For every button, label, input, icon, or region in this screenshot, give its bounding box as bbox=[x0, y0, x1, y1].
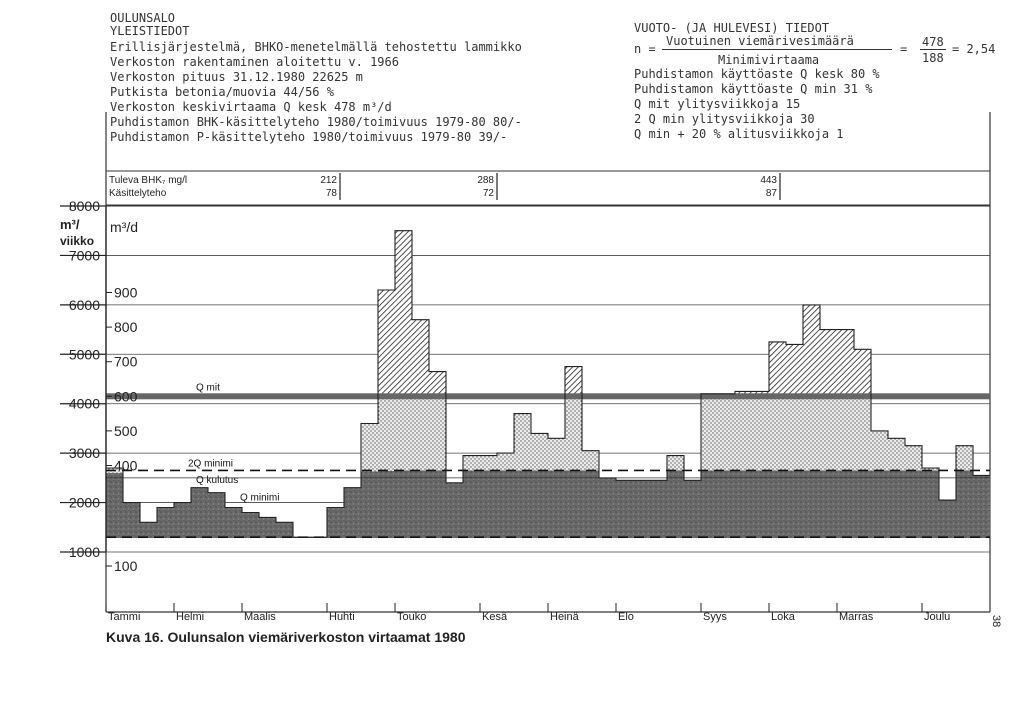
leakage-bar bbox=[548, 438, 565, 470]
right-axis-tick-label: 700 bbox=[114, 353, 138, 370]
leakage-bar bbox=[565, 396, 582, 470]
annotation-label-teho: Käsittelyteho bbox=[109, 188, 167, 199]
general-info-line: Putkista betonia/muovia 44/56 % bbox=[110, 85, 334, 99]
consumption-bar bbox=[905, 470, 922, 538]
consumption-bar bbox=[242, 512, 259, 538]
consumption-bar bbox=[854, 470, 871, 538]
consumption-bar bbox=[701, 470, 718, 538]
leakage-bar bbox=[480, 456, 497, 471]
leakage-bar bbox=[412, 396, 429, 470]
chart-caption: Kuva 16. Oulunsalon viemäriverkoston virtaamat 1980 bbox=[106, 629, 466, 645]
overflow-bar bbox=[803, 305, 820, 396]
leakage-line: Q mit ylitysviikkoja 15 bbox=[634, 97, 801, 111]
left-axis-tick-label: 8000 bbox=[68, 198, 100, 214]
leakage-bar bbox=[888, 438, 905, 470]
month-label: Tammi bbox=[108, 611, 141, 623]
consumption-bar bbox=[259, 517, 276, 538]
left-axis-tick-label: 5000 bbox=[68, 346, 100, 363]
consumption-bar bbox=[225, 508, 242, 538]
general-info-line: Verkoston pituus 31.12.1980 22625 m bbox=[110, 70, 363, 84]
consumption-bar bbox=[837, 470, 854, 538]
consumption-bar bbox=[752, 470, 769, 538]
consumption-bar bbox=[684, 480, 701, 538]
month-label: Kesä bbox=[482, 611, 508, 623]
consumption-bar bbox=[344, 488, 361, 538]
consumption-bar bbox=[174, 503, 191, 538]
leakage-bar bbox=[820, 396, 837, 470]
month-label: Helmi bbox=[176, 611, 205, 623]
fraction-denominator: 188 bbox=[922, 51, 944, 65]
consumption-bar bbox=[446, 483, 463, 538]
overflow-bar bbox=[786, 344, 803, 396]
consumption-bar bbox=[633, 480, 650, 538]
leakage-title: VUOTO- (JA HULEVESI) TIEDOT bbox=[634, 21, 830, 35]
consumption-bar bbox=[871, 470, 888, 538]
leakage-line: Puhdistamon käyttöaste Q kesk 80 % bbox=[634, 67, 880, 81]
consumption-bar bbox=[582, 470, 599, 538]
annotation-value-teho: 72 bbox=[482, 188, 494, 199]
formula-result: = 2,54 bbox=[952, 42, 996, 56]
leakage-bar bbox=[701, 396, 718, 470]
annotation-value-teho: 87 bbox=[765, 188, 777, 199]
general-info-line: Verkoston keskivirtaama Q kesk 478 m³/d bbox=[110, 100, 392, 114]
leakage-bar bbox=[497, 453, 514, 470]
right-axis-tick-label: 900 bbox=[114, 284, 138, 301]
leakage-bar bbox=[905, 446, 922, 471]
consumption-bar bbox=[463, 470, 480, 538]
annotation-label-bhk: Tuleva BHK₇ mg/l bbox=[109, 175, 188, 186]
consumption-bar bbox=[718, 470, 735, 538]
right-axis-tick-label: 600 bbox=[114, 388, 138, 405]
leakage-bar bbox=[582, 451, 599, 471]
consumption-bar bbox=[157, 508, 174, 538]
formula-prefix: n = bbox=[634, 42, 656, 56]
general-info-line: Verkoston rakentaminen aloitettu v. 1966 bbox=[110, 55, 399, 69]
right-axis-tick-label: 400 bbox=[114, 457, 138, 474]
overflow-bar bbox=[820, 330, 837, 397]
left-axis-tick-label: 4000 bbox=[68, 395, 100, 412]
left-axis-label-unit: m³/ bbox=[60, 217, 80, 232]
consumption-bar bbox=[803, 470, 820, 538]
overflow-bar bbox=[837, 330, 854, 397]
consumption-bar bbox=[378, 471, 395, 538]
consumption-bar bbox=[735, 470, 752, 538]
leakage-bar bbox=[514, 414, 531, 471]
leakage-bar bbox=[429, 396, 446, 470]
left-axis-tick-label: 1000 bbox=[68, 544, 100, 560]
leakage-bar bbox=[871, 431, 888, 471]
month-label: Joulu bbox=[924, 611, 951, 623]
left-axis-tick-label: 3000 bbox=[68, 445, 100, 462]
consumption-bar bbox=[514, 470, 531, 538]
consumption-bar bbox=[599, 478, 616, 538]
overflow-bar bbox=[565, 367, 582, 397]
consumption-bar bbox=[939, 500, 956, 538]
consumption-bar bbox=[327, 508, 344, 538]
consumption-bar bbox=[548, 470, 565, 538]
consumption-bar bbox=[480, 470, 497, 538]
consumption-bar bbox=[395, 470, 412, 538]
general-info-line: Puhdistamon P-käsittelyteho 1980/toimivuus 1979-80 39/- bbox=[110, 130, 508, 144]
month-label: Maalis bbox=[244, 611, 276, 623]
consumption-bar bbox=[616, 480, 633, 538]
leakage-bar bbox=[956, 446, 973, 471]
month-label: Elo bbox=[618, 611, 634, 623]
overflow-bar bbox=[854, 349, 871, 396]
page-number: 38 bbox=[990, 615, 1002, 628]
ref-line-label: Q mit bbox=[196, 382, 220, 394]
consumption-bar bbox=[531, 470, 548, 538]
consumption-bar bbox=[412, 470, 429, 538]
leakage-bar bbox=[463, 456, 480, 471]
annotation-value-bhk: 288 bbox=[477, 175, 494, 186]
left-axis-tick-label: 7000 bbox=[68, 247, 100, 264]
formula-denominator: Minimivirtaama bbox=[718, 53, 820, 67]
consumption-bar bbox=[786, 470, 803, 538]
leakage-line: Puhdistamon käyttöaste Q min 31 % bbox=[634, 82, 873, 96]
ref-line-label: 2Q minimi bbox=[188, 458, 234, 470]
general-info-line: YLEISTIEDOT bbox=[110, 24, 190, 38]
leakage-bar bbox=[378, 396, 395, 471]
overflow-bar bbox=[769, 342, 786, 396]
consumption-bar bbox=[565, 470, 582, 538]
right-axis-label: m³/d bbox=[110, 219, 138, 235]
month-label: Loka bbox=[771, 611, 795, 623]
general-info-line: Erillisjärjestelmä, BHKO-menetelmällä tehostettu lammikko bbox=[110, 40, 522, 54]
right-axis-tick-label: 100 bbox=[114, 558, 138, 574]
annotation-value-teho: 78 bbox=[325, 188, 337, 199]
ref-line-label: Q kulutus bbox=[196, 474, 239, 486]
formula-eq: = bbox=[900, 42, 908, 56]
consumption-bar bbox=[123, 503, 140, 538]
leakage-bar bbox=[531, 433, 548, 470]
consumption-bar bbox=[497, 470, 514, 538]
leakage-bar bbox=[735, 396, 752, 470]
leakage-line: 2 Q min ylitysviikkoja 30 bbox=[634, 112, 815, 126]
general-info-line: OULUNSALO bbox=[110, 11, 176, 25]
consumption-bar bbox=[667, 470, 684, 538]
leakage-bar bbox=[786, 396, 803, 470]
left-axis-label-per: viikko bbox=[60, 234, 95, 248]
fraction-numerator: 478 bbox=[922, 35, 944, 49]
month-label: Huhti bbox=[329, 611, 355, 623]
consumption-bar bbox=[820, 470, 837, 538]
leakage-bar bbox=[718, 396, 735, 470]
leakage-bar bbox=[837, 396, 854, 470]
month-label: Heinä bbox=[550, 611, 579, 623]
consumption-bar bbox=[191, 488, 208, 538]
consumption-bar bbox=[922, 470, 939, 538]
ref-line-label: Q minimi bbox=[240, 492, 280, 504]
annotation-value-bhk: 443 bbox=[760, 175, 777, 186]
month-label: Touko bbox=[397, 611, 427, 623]
overflow-bar bbox=[412, 320, 429, 397]
consumption-bar bbox=[429, 470, 446, 538]
leakage-line: Q min + 20 % alitusviikkoja 1 bbox=[634, 127, 844, 141]
ref-line-q-mit bbox=[106, 393, 990, 399]
overflow-bar bbox=[395, 231, 412, 397]
consumption-bar bbox=[956, 470, 973, 538]
annotation-value-bhk: 212 bbox=[320, 175, 337, 186]
consumption-bar bbox=[769, 470, 786, 538]
general-info-line: Puhdistamon BHK-käsittelyteho 1980/toimivuus 1979-80 80/- bbox=[110, 115, 522, 129]
consumption-bar bbox=[361, 471, 378, 538]
month-label: Syys bbox=[703, 611, 727, 623]
overflow-bar bbox=[429, 372, 446, 397]
consumption-bar bbox=[208, 493, 225, 538]
leakage-bar bbox=[361, 423, 378, 471]
consumption-bar bbox=[106, 473, 123, 538]
formula-numerator: Vuotuinen viemärivesimäärä bbox=[666, 34, 854, 48]
leakage-bar bbox=[395, 396, 412, 470]
leakage-bar bbox=[667, 456, 684, 471]
consumption-bar bbox=[650, 480, 667, 538]
left-axis-tick-label: 6000 bbox=[68, 296, 100, 313]
right-axis-tick-label: 500 bbox=[114, 422, 138, 439]
leakage-bar bbox=[854, 396, 871, 470]
leakage-bar bbox=[752, 396, 769, 470]
consumption-bar bbox=[973, 475, 990, 538]
leakage-bar bbox=[803, 396, 820, 470]
right-axis-tick-label: 800 bbox=[114, 319, 138, 336]
consumption-bar bbox=[140, 522, 157, 538]
month-label: Marras bbox=[839, 611, 874, 623]
left-axis-tick-label: 2000 bbox=[68, 494, 100, 511]
consumption-bar bbox=[888, 470, 905, 538]
leakage-bar bbox=[769, 396, 786, 470]
overflow-bar bbox=[378, 290, 395, 396]
consumption-bar bbox=[276, 522, 293, 538]
